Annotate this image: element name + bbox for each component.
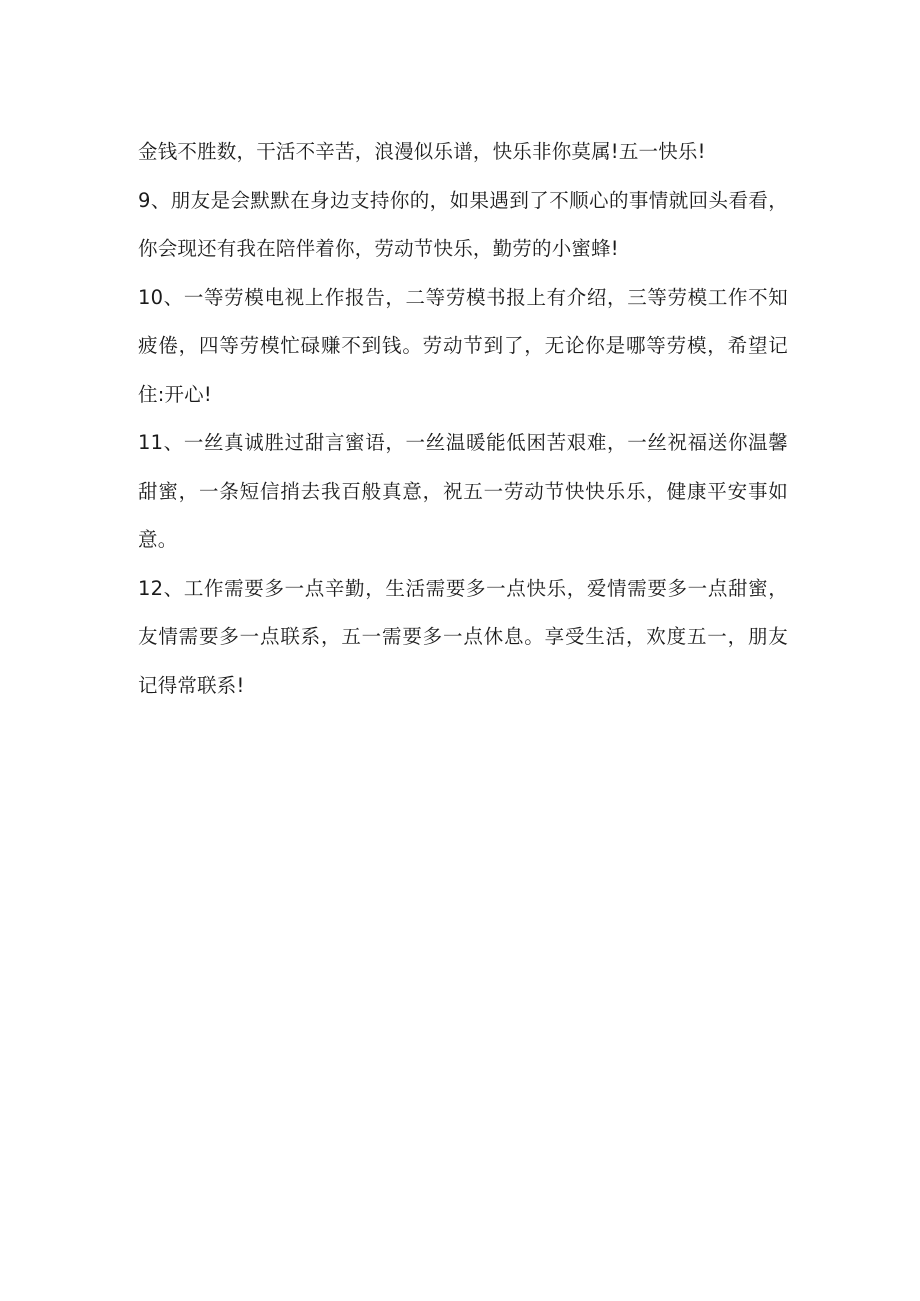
paragraph-continuation: 金钱不胜数，干活不辛苦，浪漫似乐谱，快乐非你莫属!五一快乐! <box>138 140 706 163</box>
paragraph-item-10: 10、一等劳模电视上作报告，二等劳模书报上有介绍，三等劳模工作不知疲倦，四等劳模忙碌赚不到钱。劳动节到了，无论你是哪等劳模，希望记住:开心! <box>138 285 788 406</box>
paragraph-item-11: 11、一丝真诚胜过甜言蜜语，一丝温暖能低困苦艰难，一丝祝福送你温馨甜蜜，一条短信捎去我百般真意，祝五一劳动节快快乐乐，健康平安事如意。 <box>138 431 788 551</box>
paragraph-item-9: 9、朋友是会默默在身边支持你的，如果遇到了不顺心的事情就回头看看，你会现还有我在陪伴着你，劳动节快乐，勤劳的小蜜蜂! <box>138 188 788 260</box>
paragraph-item-12: 12、工作需要多一点辛勤，生活需要多一点快乐，爱情需要多一点甜蜜，友情需要多一点联系，五一需要多一点休息。享受生活，欢度五一，朋友记得常联系! <box>138 576 788 697</box>
document-body <box>138 128 788 710</box>
